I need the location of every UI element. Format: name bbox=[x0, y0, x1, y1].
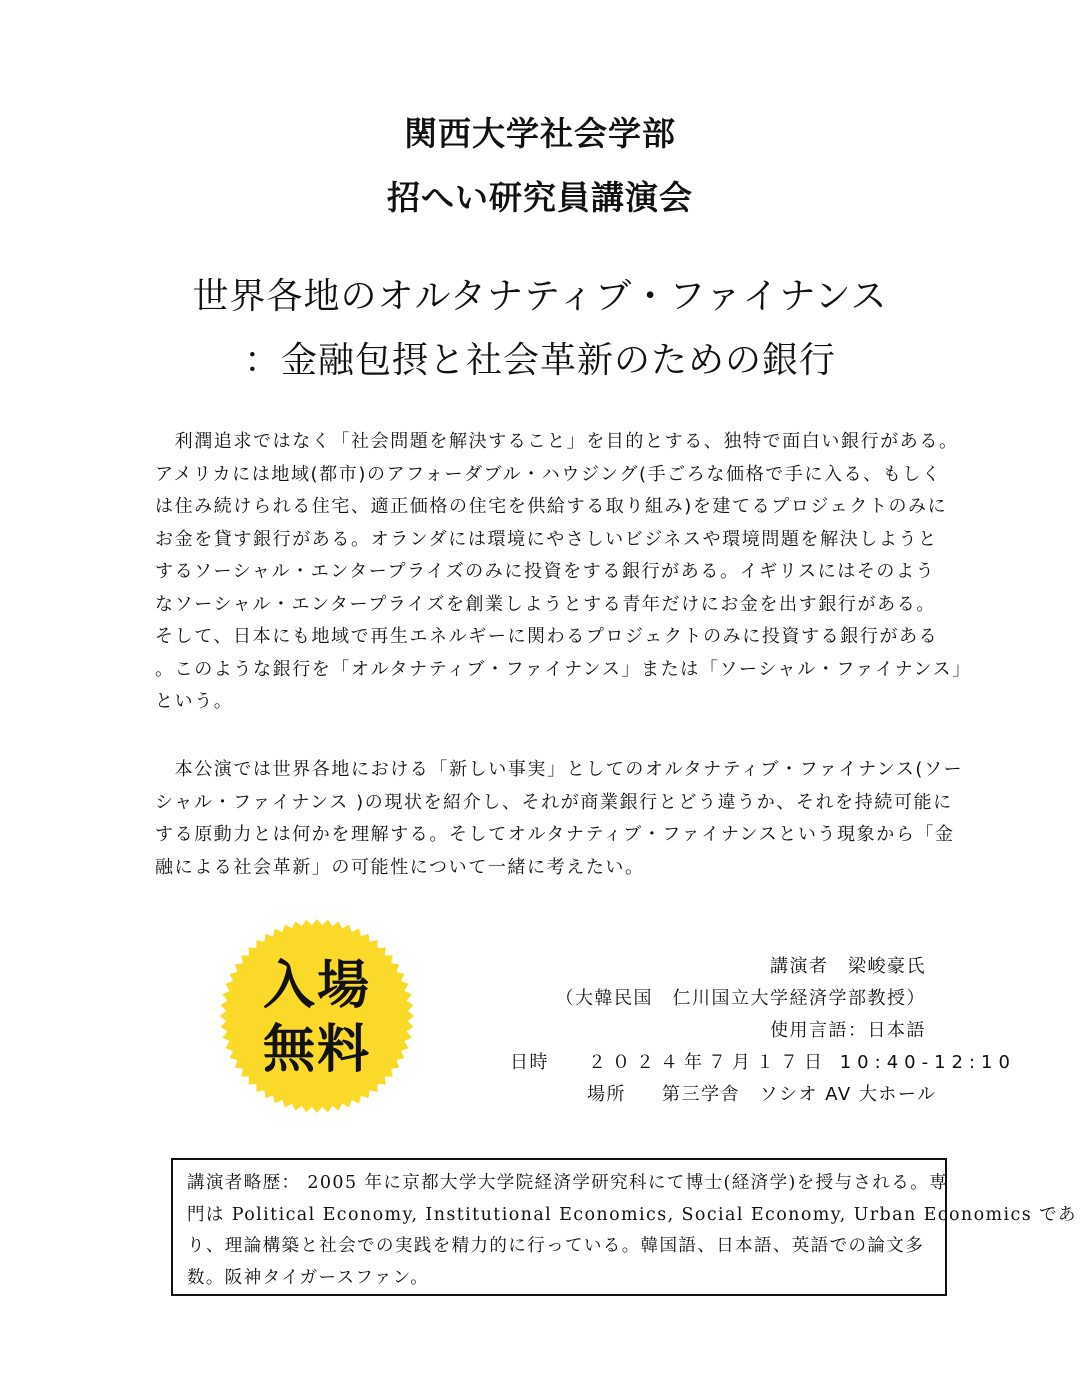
speaker-name: 講演者 梁峻豪氏 bbox=[770, 956, 926, 977]
paragraph-line: そして、日本にも地域で再生エネルギーに関わるプロジェクトのみに投資する銀行がある bbox=[155, 626, 939, 647]
bio-line: り、理論構築と社会での実践を精力的に行っている。韓国語、日本語、英語での論文多 bbox=[187, 1236, 925, 1256]
paragraph-line: シャル・ファイナンス )の現状を紹介し、それが商業銀行とどう違うか、それを持続可能に bbox=[155, 791, 953, 813]
paragraph-line: する原動力とは何かを理解する。そしてオルタナティブ・ファイナンスという現象から「金 bbox=[155, 824, 955, 845]
lecture-title-line-2: ：金融包摂と社会革新のための銀行 bbox=[243, 340, 836, 381]
bio-line: 門は Political Economy, Institutional Economics, Social Economy, Urban Economics であ bbox=[187, 1204, 1077, 1225]
paragraph-line: するソーシャル・エンタープライズのみに投資をする銀行がある。イギリスにはそのよう bbox=[155, 561, 936, 582]
badge-line-1: 入場 bbox=[262, 956, 371, 1016]
place-value: 第三学舎 ソシオ AV 大ホール bbox=[662, 1084, 937, 1105]
header-line-1: 関西大学社会学部 bbox=[404, 114, 676, 153]
paragraph-line: なソーシャル・エンタープライズを創業しようとする青年だけにお金を出す銀行がある。 bbox=[155, 593, 936, 615]
paragraph-line: アメリカには地域(都市)のアフォーダブル・ハウジング(手ごろな価格で手に入る、もしく bbox=[155, 463, 942, 485]
paragraph-line: という。 bbox=[155, 691, 234, 712]
abstract-paragraph-2 bbox=[155, 754, 964, 884]
language-info: 使用言語：日本語 bbox=[770, 1020, 926, 1041]
paragraph-line: 。このような銀行を「オルタナティブ・ファイナンス」または「ソーシャル・ファイナンス」 bbox=[155, 658, 972, 680]
free-admission-badge bbox=[219, 918, 415, 1114]
paragraph-line: は住み続けられる住宅、適正価格の住宅を供給する取り組み)を建てるプロジェクトのみに bbox=[155, 496, 948, 517]
badge-line-2: 無料 bbox=[262, 1020, 371, 1080]
paragraph-line: 利潤追求ではなく「社会問題を解決すること」を目的とする、独特で面白い銀行がある。 bbox=[155, 431, 959, 452]
speaker-bio-box bbox=[171, 1158, 1077, 1296]
date-label: 日時 bbox=[510, 1052, 549, 1073]
paragraph-line: 融による社会革新」の可能性について一緒に考えたい。 bbox=[155, 856, 645, 878]
paragraph-line: お金を貸す銀行がある。オランダには環境にやさしいビジネスや環境問題を解決しようと bbox=[155, 528, 938, 550]
abstract-paragraph-1 bbox=[155, 426, 972, 719]
bio-line: 講演者略歴： 2005 年に京都大学大学院経済学研究科にて博士(経済学)を授与される。専 bbox=[187, 1173, 948, 1193]
lecture-title-line-1: 世界各地のオルタナティブ・ファイナンス bbox=[192, 276, 888, 317]
header-line-2: 招へい研究員講演会 bbox=[387, 178, 693, 217]
paragraph-line: 本公演では世界各地における「新しい事実」としてのオルタナティブ・ファイナンス(ソー bbox=[155, 759, 964, 780]
place-label: 場所 bbox=[587, 1084, 626, 1105]
speaker-affiliation: （大韓民国 仁川国立大学経済学部教授） bbox=[555, 988, 926, 1009]
bio-line: 数。阪神タイガースファン。 bbox=[187, 1267, 430, 1288]
date-value: ２０２４年７月１７日 10:40-12:10 bbox=[588, 1052, 1016, 1073]
